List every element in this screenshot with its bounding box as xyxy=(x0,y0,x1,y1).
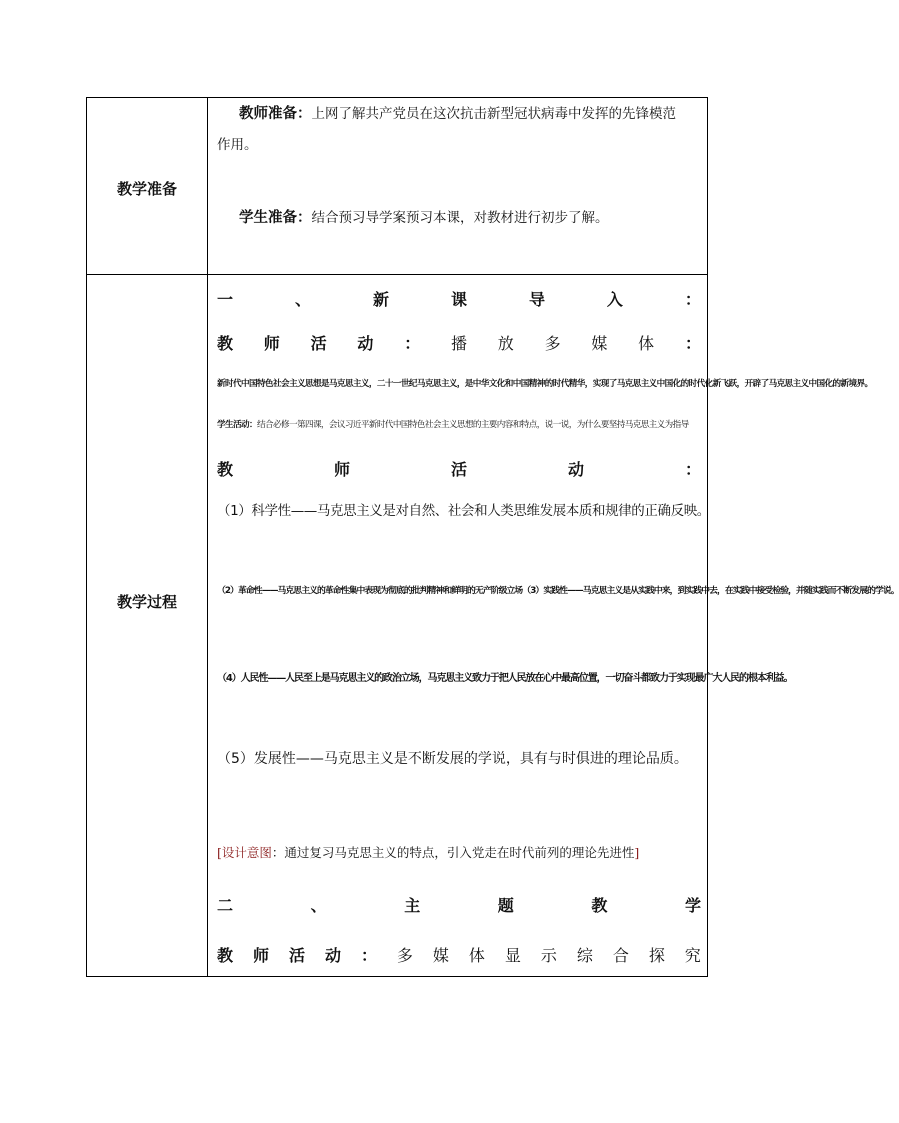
student-activity-text: 结合必修一第四课，会议习近平新时代中国特色社会主义思想的主要内容和特点，说一说，为什么要坚持马克思主义为指导 xyxy=(256,420,689,430)
section2-char: 二 xyxy=(217,896,234,915)
activity3-char: 动 xyxy=(324,946,341,965)
activity-char: ： xyxy=(684,334,701,353)
teacher-prep-line1 xyxy=(239,104,701,124)
section1-char: 新 xyxy=(372,290,389,309)
activity3-char: 教 xyxy=(217,946,234,965)
activity3-char: ： xyxy=(360,946,377,965)
section1-char: 、 xyxy=(294,290,311,309)
activity2-char: 教 xyxy=(217,460,234,479)
point1-text: （1）科学性——马克思主义是对自然、社会和人类思维发展本质和规律的正确反映。 xyxy=(217,503,710,519)
teacher-activity-line xyxy=(217,331,701,354)
prep-label-cell xyxy=(87,98,208,275)
section2-char: 学 xyxy=(684,896,701,915)
prep-content-cell xyxy=(208,98,708,275)
process-content-cell xyxy=(208,275,899,977)
design-text: ：通过复习马克思主义的特点，引入党走在时代前列的理论先进性 xyxy=(271,845,635,860)
activity3-char: 显 xyxy=(504,946,521,965)
section1-char: 课 xyxy=(450,290,467,309)
activity3-char: 合 xyxy=(612,946,629,965)
activity2-char: 活 xyxy=(450,460,467,479)
teacher-prep-label: 教师准备： xyxy=(239,106,312,122)
section1-heading xyxy=(217,287,701,310)
activity-char: 放 xyxy=(497,334,514,353)
activity-char: ： xyxy=(404,334,421,353)
activity3-char: 体 xyxy=(468,946,485,965)
activity-char: 播 xyxy=(450,334,467,353)
activity3-char: 多 xyxy=(396,946,413,965)
prep-label: 教学准备 xyxy=(116,179,177,198)
section1-char: 入 xyxy=(606,290,623,309)
multimedia-text: 新时代中国特色社会主义思想是马克思主义，二十一世纪马克思主义，是中华文化和中国精神的时代精华，实现了马克思主义中国化的时代化新飞跃，开辟了马克思主义中国化的新境界。 xyxy=(217,379,873,389)
student-activity-label: 学生活动： xyxy=(217,420,257,430)
lesson-plan-table xyxy=(86,97,899,977)
activity-char: 教 xyxy=(217,334,234,353)
point2-3-text: （2）革命性——马克思主义的革命性集中表现为彻底的批判精神和鲜明的无产阶级立场（3）实践性——马克思主义是从实践中来，到实践中去，在实践中接受检验，并随实践而不断发展的学说。 xyxy=(217,586,899,596)
design-open-bracket: [ xyxy=(217,845,222,860)
activity2-char: ： xyxy=(684,460,701,479)
student-activity-line xyxy=(217,418,701,430)
point5-text: （5）发展性——马克思主义是不断发展的学说，具有与时俱进的理论品质。 xyxy=(217,751,688,767)
point4-text: （4）人民性——人民至上是马克思主义的政治立场，马克思主义致力于把人民放在心中最高位置，一切奋斗都致力于实现最广大人民的根本利益。 xyxy=(217,673,793,684)
activity3-char: 示 xyxy=(540,946,557,965)
student-prep-label: 学生准备： xyxy=(239,210,312,226)
prep-row xyxy=(87,98,708,275)
teacher-prep-line2: 作用。 xyxy=(217,137,258,153)
process-label-cell xyxy=(87,275,208,977)
student-prep-line xyxy=(239,208,701,228)
design-title: 设计意图 xyxy=(221,845,272,860)
section1-char: 导 xyxy=(528,290,545,309)
design-close-bracket: ] xyxy=(634,845,640,860)
activity3-char: 综 xyxy=(576,946,593,965)
student-prep-text: 结合预习导学案预习本课，对教材进行初步了解。 xyxy=(311,210,609,226)
section2-char: 题 xyxy=(497,896,514,915)
section2-char: 主 xyxy=(404,896,421,915)
teacher-activity3-line xyxy=(217,943,701,966)
section2-heading xyxy=(217,893,701,916)
teacher-activity2-line xyxy=(217,457,701,480)
section2-char: 教 xyxy=(591,896,608,915)
activity3-char: 究 xyxy=(684,946,701,965)
activity-char: 师 xyxy=(263,334,280,353)
process-label: 教学过程 xyxy=(116,593,177,611)
activity-char: 活 xyxy=(310,334,327,353)
activity3-char: 活 xyxy=(288,946,305,965)
activity-char: 媒 xyxy=(591,334,608,353)
section2-char: 、 xyxy=(310,896,327,915)
activity3-char: 媒 xyxy=(432,946,449,965)
activity-char: 多 xyxy=(544,334,561,353)
activity3-char: 师 xyxy=(252,946,269,965)
activity-char: 动 xyxy=(357,334,374,353)
section1-char: ： xyxy=(684,290,701,309)
design-intent-line xyxy=(217,843,701,861)
activity2-char: 师 xyxy=(333,460,350,479)
section1-char: 一 xyxy=(217,290,234,309)
activity2-char: 动 xyxy=(567,460,584,479)
process-row xyxy=(87,275,708,977)
teacher-prep-text1: 上网了解共产党员在这次抗击新型冠状病毒中发挥的先锋模范 xyxy=(311,106,676,122)
activity-char: 体 xyxy=(638,334,655,353)
activity3-char: 探 xyxy=(648,946,665,965)
